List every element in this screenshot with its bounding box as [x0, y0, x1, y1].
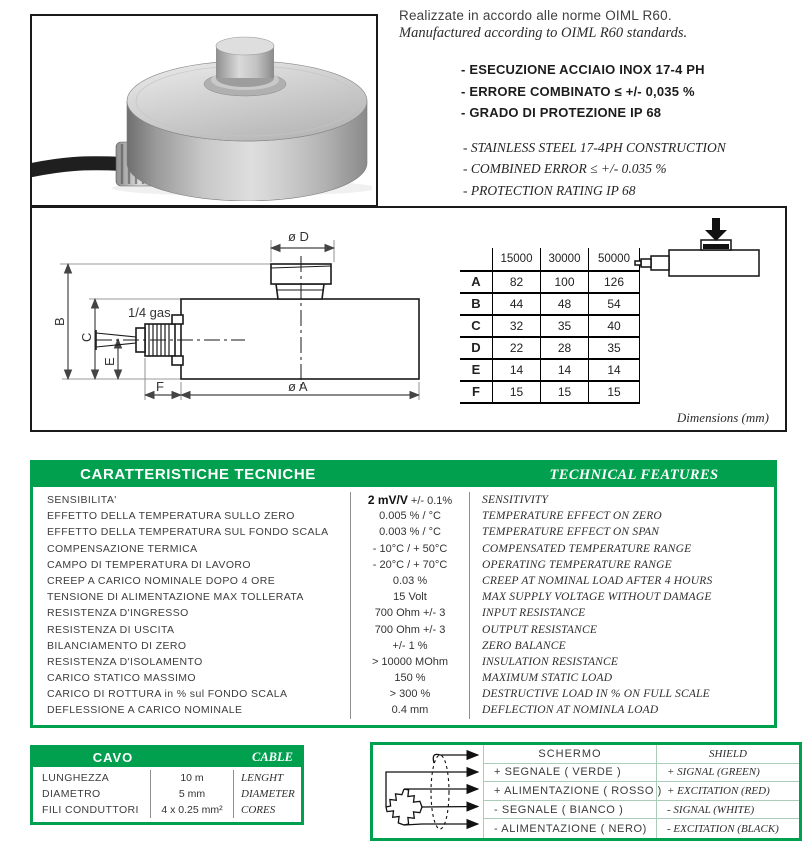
tech-label-italian: TENSIONE DI ALIMENTAZIONE MAX TOLLERATA [47, 591, 304, 604]
dimension-value-cell: 28 [540, 338, 588, 358]
wiring-label-english: + SIGNAL (GREEN) [656, 764, 799, 782]
wiring-row [484, 819, 799, 838]
dimension-row [460, 336, 640, 358]
dimension-table [460, 248, 640, 404]
tech-label-english: TEMPERATURE EFFECT ON ZERO [482, 510, 662, 523]
bullets-italian [461, 59, 801, 124]
dim-label-f: F [156, 379, 164, 394]
wiring-label-italian: + SEGNALE ( VERDE ) [494, 766, 622, 779]
load-cell-photo-image [32, 16, 372, 201]
wiring-row [484, 745, 799, 764]
intro-line-italian: Realizzate in accordo alle norme OIML R60. [399, 8, 672, 23]
tech-label-english: OUTPUT RESISTANCE [482, 623, 598, 636]
dimension-value-cell: 126 [588, 272, 640, 292]
cable-column-values [150, 770, 234, 818]
tech-value: 0.003 % / °C [379, 526, 441, 539]
tech-label-italian: RESISTENZA D'ISOLAMENTO [47, 655, 203, 668]
cable-table [30, 745, 304, 825]
tech-label-english: DESTRUCTIVE LOAD IN % ON FULL SCALE [482, 688, 710, 701]
tech-value: 15 Volt [393, 591, 427, 604]
capacity-header-cell: 50000 [588, 248, 640, 270]
cable-label-english: CORES [241, 804, 276, 816]
dimension-value-cell: 14 [492, 360, 540, 380]
technical-features-table [30, 460, 777, 728]
dimension-label-cell: F [472, 384, 480, 399]
cable-table-body [33, 767, 301, 822]
tech-label-english: TEMPERATURE EFFECT ON SPAN [482, 526, 660, 539]
tech-label-english: SENSITIVITY [482, 494, 549, 506]
tech-value: 2 mV/V +/- 0.1% [367, 493, 453, 507]
tech-label-english: CREEP AT NOMINAL LOAD AFTER 4 HOURS [482, 574, 713, 587]
capacity-header-cell: 30000 [540, 248, 588, 270]
tech-value: > 300 % [389, 688, 431, 701]
tech-label-english: MAX SUPPLY VOLTAGE WITHOUT DAMAGE [482, 591, 712, 604]
tech-label-english: COMPENSATED TEMPERATURE RANGE [482, 542, 692, 555]
wiring-row [484, 764, 799, 783]
tech-value: 150 % [394, 672, 426, 685]
wiring-label-italian: SCHERMO [538, 747, 602, 760]
dimension-label-cell: E [471, 362, 481, 377]
wiring-label-italian: + ALIMENTAZIONE ( ROSSO ) [494, 784, 662, 797]
cable-shield-ellipse [431, 755, 449, 829]
tech-label-italian: RESISTENZA DI USCITA [47, 623, 175, 636]
technical-drawing [38, 214, 458, 422]
cable-label-italian: LUNGHEZZA [42, 772, 110, 784]
dimension-label-cell: D [471, 340, 481, 355]
tech-table-header [33, 463, 774, 487]
tech-column-values [350, 492, 470, 719]
tech-label-english: ZERO BALANCE [482, 639, 566, 652]
tech-column-english [470, 492, 774, 719]
tech-label-italian: EFFETTO DELLA TEMPERATURA SULLO ZERO [47, 510, 295, 523]
tech-value: - 10°C / + 50°C [372, 542, 448, 555]
tech-label-english: OPERATING TEMPERATURE RANGE [482, 558, 672, 571]
tech-label-italian: CARICO DI ROTTURA in % sul FONDO SCALA [47, 688, 288, 701]
cable-column-italian [33, 770, 150, 818]
bullet-english: - STAINLESS STEEL 17-4PH CONSTRUCTION [463, 139, 726, 155]
wiring-section [370, 742, 802, 841]
wiring-label-italian: - ALIMENTAZIONE ( NERO) [494, 822, 647, 835]
tech-label-italian: CAMPO DI TEMPERATURA DI LAVORO [47, 558, 251, 571]
wiring-label-english: - EXCITATION (BLACK) [656, 819, 799, 838]
cable-value: 10 m [180, 772, 204, 784]
tech-label-english: DEFLECTION AT NOMINLA LOAD [482, 704, 659, 717]
dimension-value-cell: 100 [540, 272, 588, 292]
dimension-value-cell: 14 [540, 360, 588, 380]
bullet-italian: - ESECUZIONE ACCIAIO INOX 17-4 PH [461, 62, 705, 77]
bullet-english: - PROTECTION RATING IP 68 [463, 182, 636, 198]
tech-label-italian: RESISTENZA D'INGRESSO [47, 607, 189, 620]
cable-table-header [33, 748, 301, 767]
load-cell-photo [30, 14, 378, 207]
cable-value: 4 x 0.25 mm² [161, 804, 223, 816]
tech-label-italian: SENSIBILITA' [47, 494, 117, 506]
tech-value: 0.005 % / °C [379, 510, 441, 523]
tech-value: - 20°C / + 70°C [372, 558, 448, 571]
dimension-value-cell: 15 [588, 382, 640, 402]
tech-label-italian: COMPENSAZIONE TERMICA [47, 542, 198, 555]
tech-label-english: INPUT RESISTANCE [482, 607, 586, 620]
dimension-value-cell: 14 [588, 360, 640, 380]
dim-label-diameter-d: ø D [288, 229, 309, 244]
dimension-value-cell: 44 [492, 294, 540, 314]
tech-label-english: INSULATION RESISTANCE [482, 655, 619, 668]
tech-value: 0.4 mm [391, 704, 429, 717]
cable-label-italian: FILI CONDUTTORI [42, 804, 139, 816]
tech-value: 700 Ohm +/- 3 [374, 623, 446, 636]
tech-title-italian: CARATTERISTICHE TECNICHE [80, 466, 316, 483]
dimension-label-cell: C [471, 318, 481, 333]
wiring-label-english: + EXCITATION (RED) [656, 782, 799, 800]
wheatstone-bridge-diagram [374, 745, 484, 837]
bullets-english [463, 137, 801, 202]
dimension-row [460, 358, 640, 380]
dimension-value-cell: 82 [492, 272, 540, 292]
cable-title-english: CABLE [252, 750, 293, 764]
tech-label-italian: DEFLESSIONE A CARICO NOMINALE [47, 704, 243, 717]
tech-label-italian: BILANCIAMENTO DI ZERO [47, 639, 187, 652]
intro-block [399, 8, 801, 201]
tech-label-italian: CREEP A CARICO NOMINALE DOPO 4 ORE [47, 574, 276, 587]
tech-value: > 10000 MOhm [371, 655, 449, 668]
dim-label-c: C [79, 332, 94, 342]
wiring-label-english: - SIGNAL (WHITE) [656, 801, 799, 819]
intro-line-english: Manufactured according to OIML R60 standards. [399, 25, 688, 41]
tech-label-italian: CARICO STATICO MASSIMO [47, 672, 197, 685]
dimension-drawing-section [30, 206, 787, 432]
cable-column-english [234, 770, 301, 818]
dim-label-e: E [102, 357, 117, 366]
thread-label: 1/4 gas [128, 305, 171, 320]
capacity-header-cell: 15000 [492, 248, 540, 270]
tech-label-english: MAXIMUM STATIC LOAD [482, 672, 613, 685]
corner-cell [460, 248, 492, 270]
cable [32, 163, 122, 170]
tech-title-english: TECHNICAL FEATURES [549, 467, 719, 483]
dimension-value-cell: 22 [492, 338, 540, 358]
dimension-value-cell: 15 [540, 382, 588, 402]
tech-value: 700 Ohm +/- 3 [374, 607, 446, 620]
wiring-row [484, 782, 799, 801]
load-direction-icon [631, 218, 771, 280]
dimension-value-cell: 40 [588, 316, 640, 336]
dim-label-diameter-a: ø A [288, 379, 308, 394]
cable-label-english: DIAMETER [241, 788, 295, 800]
wiring-label-italian: - SEGNALE ( BIANCO ) [494, 803, 624, 816]
dimension-label-cell: B [471, 296, 481, 311]
cable-label-italian: DIAMETRO [42, 788, 101, 800]
tech-column-italian [33, 492, 350, 719]
dimension-row [460, 380, 640, 404]
dimension-label-cell: A [471, 274, 481, 289]
dimension-row [460, 292, 640, 314]
wiring-label-english: SHIELD [656, 745, 799, 763]
tech-value: +/- 1 % [392, 639, 428, 652]
dimension-value-cell: 15 [492, 382, 540, 402]
dimension-value-cell: 35 [540, 316, 588, 336]
bullet-italian: - GRADO DI PROTEZIONE IP 68 [461, 105, 662, 120]
dimension-value-cell: 48 [540, 294, 588, 314]
tech-value: 0.03 % [392, 574, 428, 587]
dimensions-note: Dimensions (mm) [676, 410, 769, 425]
cable-title-italian: CAVO [92, 750, 134, 765]
tech-label-italian: EFFETTO DELLA TEMPERATURA SUL FONDO SCALA [47, 526, 329, 539]
dimension-value-cell: 35 [588, 338, 640, 358]
tech-table-body [33, 487, 774, 725]
wiring-row [484, 801, 799, 820]
dimension-value-cell: 54 [588, 294, 640, 314]
dimension-value-cell: 32 [492, 316, 540, 336]
dimension-row [460, 314, 640, 336]
cable-label-english: LENGHT [241, 772, 284, 784]
dimension-table-header-row [460, 248, 640, 270]
dim-label-b: B [52, 317, 67, 326]
cable-value: 5 mm [178, 788, 206, 800]
bullet-italian: - ERRORE COMBINATO ≤ +/- 0,035 % [461, 83, 695, 99]
wiring-table [483, 745, 799, 838]
dimension-row [460, 270, 640, 292]
bullet-english: - COMBINED ERROR ≤ +/- 0.035 % [463, 161, 667, 176]
